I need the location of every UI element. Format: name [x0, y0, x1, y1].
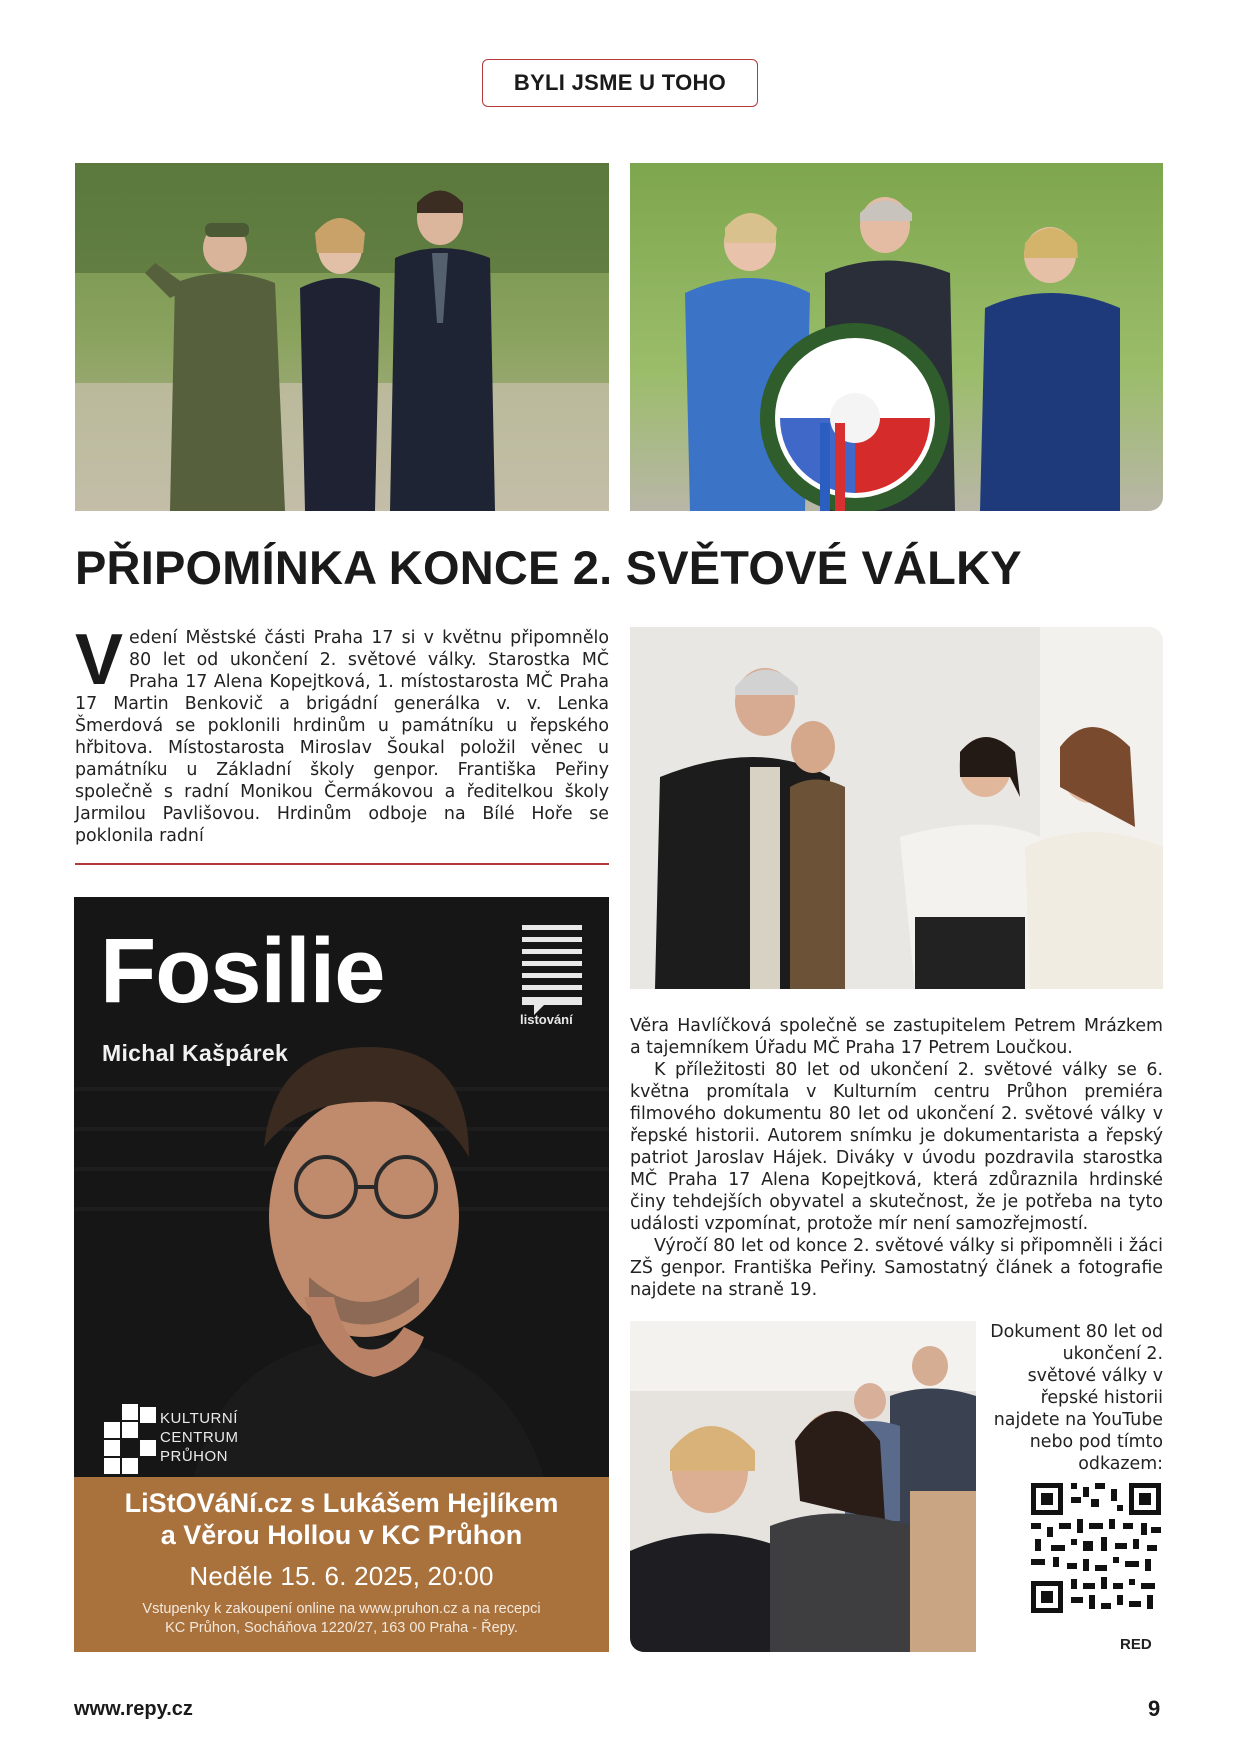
- article-headline: PŘIPOMÍNKA KONCE 2. SVĚTOVÉ VÁLKY: [75, 541, 1022, 594]
- photo-premiere-audience: [630, 1321, 976, 1652]
- kc-logo-line-1: KULTURNÍ: [160, 1410, 238, 1427]
- article-paragraph-1: edení Městské části Praha 17 si v květnu připomnělo 80 let od ukončení 2. světové války. Starostka MČ Praha 17 Alena Kopejtková, 1. místostarosta MČ Praha 17 Martin Benkovič a brigádní generálka v. v. Lenka Šmerdová se poklonili hrdinům u památníku u řepského hřbitova. Místostarosta Miroslav Šoukal položil věnec u památníku u Základní školy genpor. Františka Peřiny společně s radní Monikou Čermákovou a ředitelkou školy Jarmilou Pavlišovou. Hrdinům odboje na Bílé Hoře se poklonila radní: [75, 628, 609, 846]
- poster-event-date: Neděle 15. 6. 2025, 20:00: [189, 1561, 494, 1591]
- footer-website[interactable]: www.repy.cz: [74, 1698, 193, 1720]
- poster-event-title-line-2: a Věrou Hollou v KC Průhon: [160, 1520, 523, 1550]
- photo-wreath-laying-image: [630, 163, 1163, 511]
- event-poster: [74, 897, 609, 1652]
- poster-ticket-info-line-2: KC Průhon, Socháňova 1220/27, 163 00 Praha - Řepy.: [165, 1620, 518, 1636]
- photo-premiere-audience-image: [630, 1321, 976, 1652]
- page-number: 9: [1148, 1696, 1161, 1721]
- photo-memorial-salute: [75, 163, 609, 511]
- youtube-note: [990, 1321, 1163, 1475]
- poster-event-title: [74, 1487, 609, 1551]
- youtube-note-text: Dokument 80 let od ukončení 2. světové války v řepské historii najdete na YouTube nebo pod tímto odkazem:: [990, 1322, 1163, 1474]
- poster-event-title-line-1: LiStOVáNí.cz s Lukášem Hejlíkem: [124, 1488, 559, 1518]
- article-paragraph-4: Výročí 80 let od konce 2. světové války si připomněli i žáci ZŠ genpor. Františka Peřiny. Samostatný článek a fotografie najdete na straně 19.: [630, 1236, 1163, 1300]
- photo-wreath-laying: [630, 163, 1163, 511]
- section-tag: BYLI JSME U TOHO: [482, 59, 758, 107]
- poster-title: Fosilie: [100, 920, 385, 1022]
- poster-brand: listování: [520, 1012, 573, 1027]
- poster-ticket-info: [74, 1600, 609, 1638]
- qr-code-icon: [1031, 1483, 1161, 1613]
- article-intro: [75, 620, 609, 847]
- photo-memorial-salute-image: [75, 163, 609, 511]
- article-paragraph-2: Věra Havlíčková společně se zastupitelem Petrem Mrázkem a tajemníkem Úřadu MČ Praha 17 Petrem Loučkou.: [630, 1016, 1163, 1058]
- article-paragraph-3: K příležitosti 80 let od ukončení 2. světové války se 6. května promítala v Kulturním centru Průhon premiéra filmového dokumentu 80 let od ukončení 2. světové války v řepské historii. Autorem snímku je dokumentarista a řepský patriot Jaroslav Hájek. Diváky v úvodu pozdravila starostka MČ Praha 17 Alena Kopejtková, která zdůraznila hrdinské činy tehdejších obyvatel a skutečnost, že je potřeba na tyto události vzpomínat, protože mír není samozřejmostí.: [630, 1060, 1163, 1234]
- photo-premiere-conversation-image: [630, 627, 1163, 989]
- article-credit: RED: [1120, 1636, 1152, 1653]
- poster-info-band: [74, 1477, 609, 1652]
- article-body: [630, 1015, 1163, 1301]
- dropcap-letter: V: [75, 620, 124, 700]
- kc-pruhon-logo: [160, 1409, 239, 1466]
- poster-author: Michal Kašpárek: [102, 1040, 289, 1066]
- column-divider: [75, 863, 609, 865]
- kc-logo-line-2: CENTRUM: [160, 1429, 239, 1446]
- qr-code[interactable]: [1031, 1483, 1161, 1613]
- kc-logo-line-3: PRŮHON: [160, 1448, 229, 1465]
- photo-premiere-conversation: [630, 627, 1163, 989]
- poster-ticket-info-line-1: Vstupenky k zakoupení online na www.pruhon.cz a na recepci: [142, 1601, 541, 1617]
